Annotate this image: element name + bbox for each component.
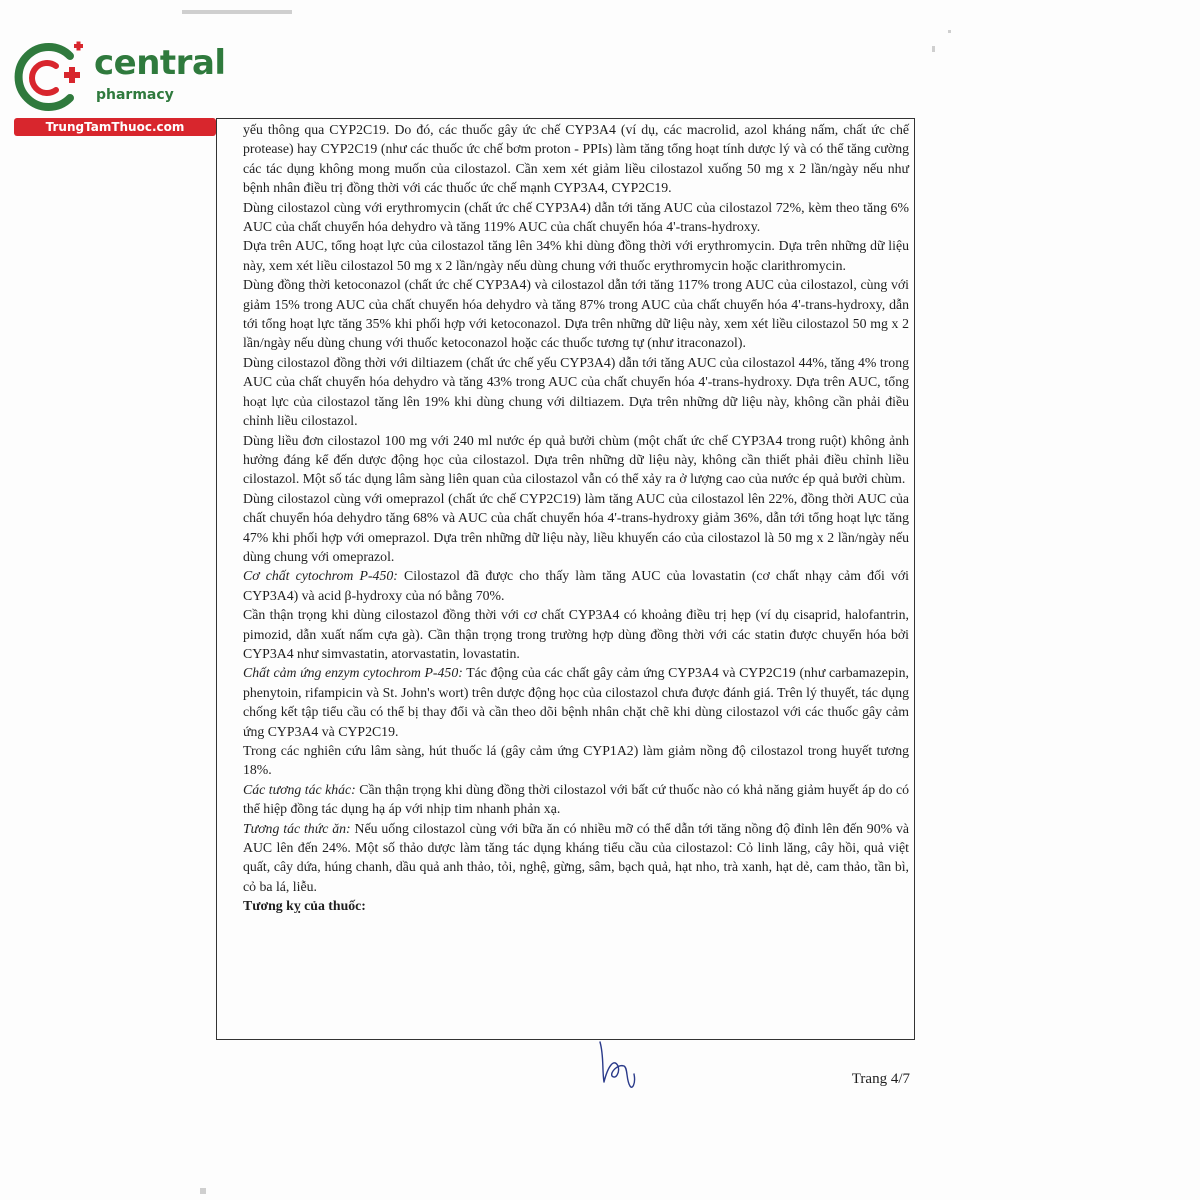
paragraph: yếu thông qua CYP2C19. Do đó, các thuốc gây ức chế CYP3A4 (ví dụ, các macrolid, azol kháng nấm, chất ức chế protease) hay CYP2C19 (như các thuốc ức chế bơm proton - PPIs) làm tăng tổng hoạt tính dược lý và có thể tăng cường các tác dụng không mong muốn của cilostazol. Cần xem xét giảm liều cilostazol xuống 50 mg x 2 lần/ngày nếu như bệnh nhân điều trị đồng thời với các thuốc ức chế mạnh CYP3A4, CYP2C19. xyxy=(243,122,909,196)
scan-speck xyxy=(200,1188,206,1194)
paragraph: Dùng cilostazol đồng thời với diltiazem (chất ức chế yếu CYP3A4) dẫn tới tăng AUC của cilostazol 44%, tăng 4% trong AUC của chất chuyển hóa dehydro và tăng 43% trong AUC của chất chuyển hóa 4'-trans-hydroxy. Dựa trên AUC, tổng hoạt lực của cilostazol tăng lên 19% khi dùng chung với diltiazem. Dựa trên những dữ liệu này, không cần phải điều chỉnh liều cilostazol. xyxy=(243,354,909,429)
paragraph-label: Các tương tác khác: xyxy=(243,781,356,797)
section-heading: Tương kỵ của thuốc: xyxy=(243,898,366,914)
central-pharmacy-logo xyxy=(8,36,226,136)
paragraph: Dùng cilostazol cùng với omeprazol (chất ức chế CYP2C19) làm tăng AUC của cilostazol lên 22%, đồng thời AUC của chất chuyển hóa dehydro tăng 68% và AUC của chất chuyển hóa 4'-trans-hydroxy giảm 36%, dẫn tới tổng hoạt lực tăng 47% khi phối hợp với omeprazol. Dựa trên những dữ liệu này, liều khuyến cáo của cilostazol là 50 mg x 2 lần/ngày nếu dùng chung với omeprazol. xyxy=(243,490,909,564)
paragraph: Cần thận trọng khi dùng cilostazol đồng thời với cơ chất CYP3A4 có khoảng điều trị hẹp (ví dụ cisaprid, halofantrin, pimozid, dẫn xuất nấm cựa gà). Cần thận trọng trong trường hợp dùng đồng thời với các statin được chuyển hóa bởi CYP3A4 như simvastatin, atorvastatin, lovastatin. xyxy=(243,607,909,661)
scan-speck xyxy=(948,30,951,33)
paragraph-text: Nếu uống cilostazol cùng với bữa ăn có nhiều mỡ có thể dẫn tới tăng nồng độ đỉnh lên đến 90% và AUC lên đến 24%. Một số thảo dược làm tăng tác dụng kháng tiểu cầu của cilostazol: Cỏ linh lăng, cây hồi, quả việt quất, cây dứa, húng chanh, dầu quả anh thảo, tỏi, nghệ, gừng, sâm, bạch quả, hạt nho, trà xanh, hạt dẻ, cam thảo, tần bì, cỏ ba lá, liễu. xyxy=(243,820,909,894)
central-logo-icon xyxy=(8,36,94,116)
paragraph-label: Cơ chất cytochrom P-450: xyxy=(243,568,398,584)
logo-sub-text: pharmacy xyxy=(96,87,174,103)
logo-site-banner: TrungTamThuoc.com xyxy=(14,118,216,136)
paragraph xyxy=(243,819,909,897)
paragraph: Dựa trên AUC, tổng hoạt lực của cilostazol tăng lên 34% khi dùng đồng thời với erythromycin. Dựa trên những dữ liệu này, xem xét liều cilostazol 50 mg x 2 lần/ngày nếu dùng chung với thuốc erythromycin hoặc clarithromycin. xyxy=(243,238,909,273)
paragraph-text: Tác động của các chất gây cảm ứng CYP3A4 và CYP2C19 (như carbamazepin, phenytoin, rifampicin và St. John's wort) trên dược động học của cilostazol chưa được đánh giá. Trên lý thuyết, tác dụng chống kết tập tiểu cầu có thể bị thay đổi và cần theo dõi bệnh nhân chặt chẽ khi dùng cilostazol với các thuốc gây cảm ứng CYP3A4 và CYP2C19. xyxy=(243,665,909,739)
paragraph: Dùng đồng thời ketoconazol (chất ức chế CYP3A4) và cilostazol dẫn tới tăng 117% trong AUC của cilostazol, cùng với giảm 15% trong AUC của chất chuyển hóa dehydro và tăng 87% trong AUC của chất chuyển hóa 4'-trans-hydroxy, dẫn tới tổng hoạt lực tăng 35% khi phối hợp với ketoconazol. Dựa trên những dữ liệu này, xem xét liều cilostazol 50 mg x 2 lần/ngày nếu dùng chung với thuốc ketoconazol hoặc các thuốc tương tự (như itraconazol). xyxy=(243,277,909,351)
paragraph xyxy=(243,663,909,741)
signature-mark xyxy=(592,1036,642,1092)
paragraph xyxy=(243,780,909,819)
paragraph: Dùng liều đơn cilostazol 100 mg với 240 ml nước ép quả bưởi chùm (một chất ức chế CYP3A4 trong ruột) không ảnh hưởng đáng kể đến dược động học của cilostazol. Dựa trên những dữ liệu này, không cần thiết phải điều chỉnh liều cilostazol. Một số tác dụng lâm sàng liên quan của cilostazol vẫn có thể xảy ra ở lượng cao của nước ép quả bưởi chùm. xyxy=(243,432,909,487)
logo-brand-text: central xyxy=(94,43,226,83)
paragraph: Dùng cilostazol cùng với erythromycin (chất ức chế CYP3A4) dẫn tới tăng AUC của cilostazol 72%, kèm theo tăng 6% AUC của chất chuyển hóa dehydro và tăng 119% AUC của chất chuyển hóa 4'-trans-hydroxy. xyxy=(243,199,909,235)
paragraph-text: Cilostazol đã được cho thấy làm tăng AUC của lovastatin (cơ chất nhạy cảm đối với CYP3A4) và acid β-hydroxy của nó bằng 70%. xyxy=(243,568,909,603)
document-body xyxy=(243,120,909,916)
paragraph-label: Tương tác thức ăn: xyxy=(243,820,351,836)
page-number: Trang 4/7 xyxy=(851,1071,910,1087)
paragraph xyxy=(243,566,909,605)
paragraph-label: Chất cảm ứng enzym cytochrom P-450: xyxy=(243,665,463,681)
scan-speck xyxy=(182,10,292,14)
paragraph: Trong các nghiên cứu lâm sàng, hút thuốc lá (gây cảm ứng CYP1A2) làm giảm nồng độ cilostazol trong huyết tương 18%. xyxy=(243,743,909,778)
paragraph-text: Cần thận trọng khi dùng đồng thời cilostazol với bất cứ thuốc nào có khả năng giảm huyết áp do có thể hiệp đồng tác dụng hạ áp với nhịp tim nhanh phản xạ. xyxy=(243,781,909,817)
scan-speck xyxy=(932,46,935,52)
